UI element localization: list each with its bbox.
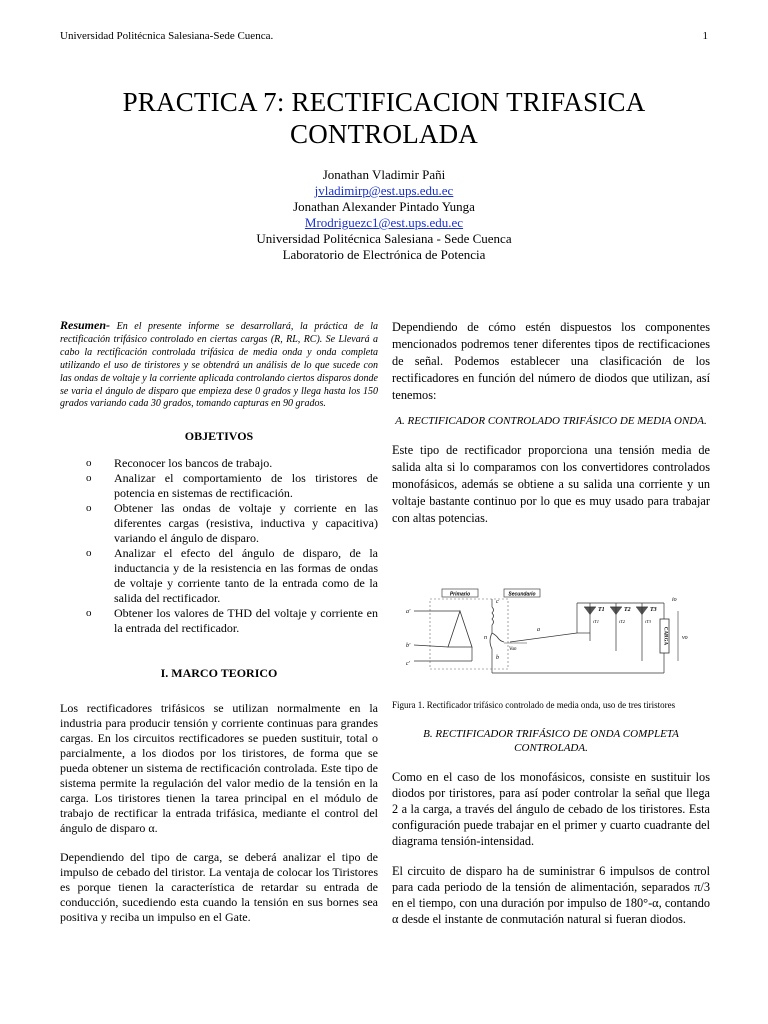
running-header: Universidad Politécnica Salesiana-Sede Cuenca. — [60, 30, 274, 42]
objective-text: Analizar el comportamiento de los tiristores de potencia en sistemas de rectificación. — [114, 471, 378, 501]
subsection-heading-b: B. RECTIFICADOR TRIFÁSICO DE ONDA COMPLETA CONTROLADA. — [423, 728, 679, 754]
secondary-coil-a — [492, 633, 504, 642]
full-wave-paragraph-2: El circuito de disparo ha de suministrar 6 impulsos de control para cada periodo de la tensión de alimentación, separados π/3 en el tiempo, con una duración por impulso de 180°-α, contando α desde el instante de conmutación natural si fueran diodos. — [392, 864, 710, 926]
author-name-2: Jonathan Alexander Pintado Yunga — [293, 199, 475, 214]
objective-text: Obtener las ondas de voltaje y corriente en las diferentes cargas (resistiva, inductiva y capacitiva) variando el ángulo de disparo. — [114, 501, 378, 546]
laboratory: Laboratorio de Electrónica de Potencia — [282, 247, 486, 262]
secundario-label: Secundario — [508, 591, 536, 598]
output-c-label: c — [496, 599, 499, 605]
abstract-label: Resumen- — [60, 318, 111, 332]
input-b-label: b' — [406, 643, 411, 649]
neutral-label: n — [484, 635, 487, 641]
list-item — [60, 501, 378, 546]
classification-paragraph: Dependiendo de cómo estén dispuestos los componentes mencionados podremos tener diferentes tipos de rectificaciones de señal. Podemos establecer una clasificación de los rectificadores en función del número de diodos que utilizan, así tenemos: — [392, 320, 710, 402]
objective-text: Obtener los valores de THD del voltaje y corriente en la entrada del rectificador. — [114, 606, 378, 636]
objectives-heading: OBJETIVOS — [184, 429, 254, 444]
io-label: io — [672, 597, 677, 603]
objective-text: Reconocer los bancos de trabajo. — [114, 456, 273, 471]
abstract — [60, 319, 378, 411]
page-number: 1 — [702, 30, 708, 42]
bullet-marker: o — [86, 502, 92, 515]
secondary-coil-c — [492, 607, 494, 625]
input-c-label: c' — [406, 661, 410, 667]
author-email-1[interactable]: jvladimirp@est.ups.edu.ec — [314, 183, 454, 198]
it3-label: iT3 — [645, 619, 652, 624]
subsection-heading-a: A. RECTIFICADOR CONTROLADO TRIFÁSICO DE MEDIA ONDA. — [395, 415, 707, 427]
author-block — [60, 167, 708, 263]
thyristor-t1 — [584, 603, 596, 631]
section-heading-marco: I. MARCO TEORICO — [160, 666, 278, 681]
thyristor-t3 — [636, 603, 648, 631]
vo-label: vo — [682, 635, 688, 641]
input-a-label: a' — [406, 609, 411, 615]
bullet-marker: o — [86, 472, 92, 485]
bullet-marker: o — [86, 457, 92, 470]
marco-paragraph-2: Dependiendo del tipo de carga, se deberá analizar el tipo de impulso de cebado del tiristor. La ventaja de colocar los Tiristores es porque tienen la característica de retardar su entrada de conducción, sucediendo esta cuando la tensión en sus bornes sea positiva y reciba un impulso en el Gate. — [60, 850, 378, 925]
title-line-2: CONTROLADA — [290, 119, 478, 149]
load-label: CARGA — [662, 626, 668, 646]
full-wave-paragraph-1: Como en el caso de los monofásicos, consiste en sustituir los diodos por tiristores, para así poder controlar la señal que llega 2 a la carga, a través del ángulo de cebado de los tiristores. Esta configuración puede trabajar en el primer y cuarto cuadrante del diagrama tensión-intensidad. — [392, 770, 710, 848]
output-a-label: a — [537, 627, 540, 633]
delta-winding — [448, 611, 472, 647]
bullet-marker: o — [86, 547, 92, 560]
marco-paragraph-1: Los rectificadores trifásicos se utilizan normalmente en la industria para producir tensión y corriente continuas para grandes cargas. En los circuitos rectificadores se pueden sustituir, total o parcialmente, a los diodos por los tiristores, de forma que se pueda obtener un sistema de rectificación controlada. Este tipo de sistema permite la regulación del valor medio de la tensión en la carga. Los tiristores tienen la tarea principal en el módulo de trabajo de rectificar la entrada trifásica, mediante el control del ángulo de disparo α. — [60, 701, 378, 836]
list-item — [60, 471, 378, 501]
t1-label: T1 — [598, 607, 605, 613]
author-name-1: Jonathan Vladimir Pañi — [322, 167, 446, 182]
van-label: Van — [509, 647, 517, 652]
thyristor-t2 — [610, 603, 622, 631]
list-item — [60, 546, 378, 606]
paper-title — [60, 86, 708, 150]
t2-label: T2 — [624, 607, 631, 613]
right-column — [392, 319, 710, 941]
secondary-coil-b — [490, 633, 492, 649]
circuit-figure — [392, 581, 710, 691]
output-b-label: b — [496, 655, 499, 661]
list-item — [60, 456, 378, 471]
objective-text: Analizar el efecto del ángulo de disparo, de la inductancia y de la resistencia en las formas de ondas de voltaje y corriente tanto de la entrada como de la salida del rectificador. — [114, 546, 378, 606]
bullet-marker: o — [86, 607, 92, 620]
author-email-2[interactable]: Mrodriguezc1@est.ups.edu.ec — [304, 215, 464, 230]
half-wave-paragraph: Este tipo de rectificador proporciona una tensión media de salida alta si lo comparamos con los convertidores controlados monofásicos, además se obtiene a su salida una corriente y un voltaje bastante continuo por lo que es muy usado para trabajar con altas potencias. — [392, 443, 710, 525]
title-line-1: PRACTICA 7: RECTIFICACION TRIFASICA — [122, 87, 646, 117]
it1-label: iT1 — [593, 619, 600, 624]
figure-caption: Figura 1. Rectificador trifásico controlado de media onda, uso de tres tiristores — [392, 700, 676, 710]
affiliation: Universidad Politécnica Salesiana - Sede Cuenca — [256, 231, 512, 246]
t3-label: T3 — [650, 607, 657, 613]
list-item — [60, 606, 378, 636]
primario-label: Primario — [449, 591, 471, 598]
it2-label: iT2 — [619, 619, 626, 624]
left-column — [60, 319, 378, 939]
abstract-text: En el presente informe se desarrollará, la práctica de la rectificación trifásico controlado en ciertas cargas (R, RL, RC). Se Llevará a cabo la rectificación controlada trifásica de media onda y onda completa utilizando el uso de tiristores y se obtendrá un análisis de lo que sucede con las ondas de voltaje y la corriente aplicada controlando ciertos disparos donde se varia el ángulo de disparo que empieza dese 0 grados y llega hasta los 150 grados variando cada 30 grados, tomando capturas en 90 grados. — [60, 321, 378, 410]
objectives-list — [60, 456, 378, 636]
